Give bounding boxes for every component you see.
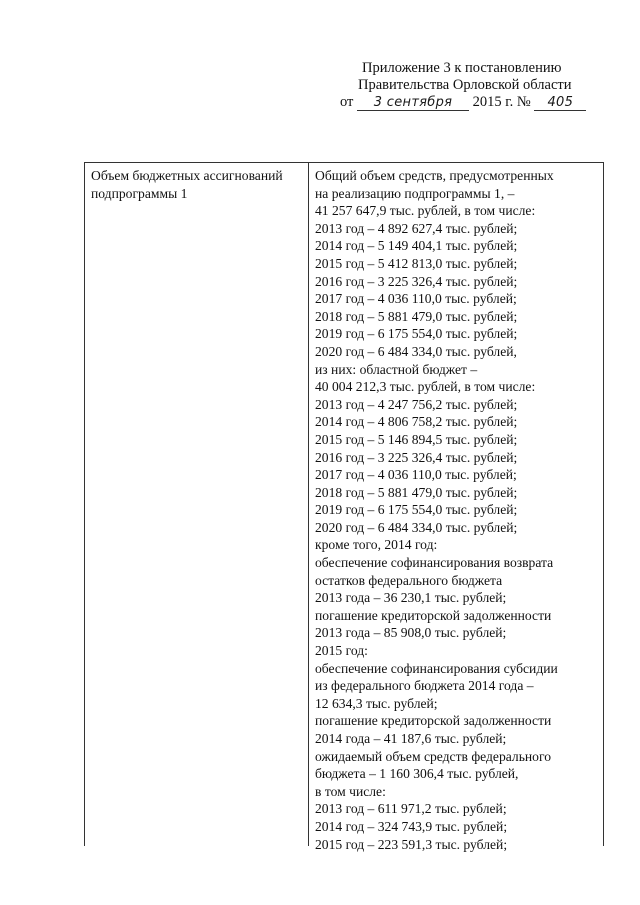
document-header [300, 60, 620, 111]
header-line-date [300, 94, 620, 111]
funding-line: обеспечение софинансирования возврата [315, 555, 554, 571]
funding-line: 2014 год – 5 149 404,1 тыс. рублей; [315, 238, 518, 254]
funding-line: остатков федерального бюджета [315, 572, 503, 588]
funding-line: 2014 год – 4 806 758,2 тыс. рублей; [315, 414, 518, 430]
funding-line: 2015 год – 5 412 813,0 тыс. рублей; [315, 255, 518, 271]
funding-line: 2017 год – 4 036 110,0 тыс. рублей; [315, 467, 517, 483]
funding-line: ожидаемый объем средств федерального [315, 748, 551, 764]
year-text: 2015 г. № [472, 94, 531, 110]
funding-line: 2013 год – 611 971,2 тыс. рублей; [315, 801, 507, 817]
funding-line: 2015 год – 223 591,3 тыс. рублей; [315, 836, 508, 852]
date-prefix: от [340, 94, 354, 110]
funding-line: кроме того, 2014 год: [315, 537, 438, 553]
funding-line: 2016 год – 3 225 326,4 тыс. рублей; [315, 449, 518, 465]
funding-line: Общий объем средств, предусмотренных [315, 168, 554, 183]
funding-line: 2015 год: [315, 643, 368, 659]
funding-line: 2014 года – 41 187,6 тыс. рублей; [315, 731, 507, 746]
funding-line: 2018 год – 5 881 479,0 тыс. рублей; [315, 308, 518, 324]
funding-line: обеспечение софинансирования субсидии [315, 660, 558, 676]
funding-line: 2013 года – 85 908,0 тыс. рублей; [315, 625, 507, 641]
funding-line: 40 004 212,3 тыс. рублей, в том числе: [315, 379, 536, 395]
funding-line: 2014 год – 324 743,9 тыс. рублей; [315, 818, 508, 834]
funding-line: 2015 год – 5 146 894,5 тыс. рублей; [315, 431, 518, 447]
funding-line: 2016 год – 3 225 326,4 тыс. рублей; [315, 273, 518, 289]
handwritten-date: 3 сентября [357, 95, 469, 111]
funding-line: 2020 год – 6 484 334,0 тыс. рублей, [315, 343, 517, 359]
funding-line: 2013 год – 4 892 627,4 тыс. рублей; [315, 220, 518, 236]
table-right-cell [315, 167, 601, 853]
funding-line: 2019 год – 6 175 554,0 тыс. рублей; [315, 326, 518, 342]
funding-line: из них: областной бюджет – [315, 361, 478, 377]
funding-line: 2013 года – 36 230,1 тыс. рублей; [315, 590, 507, 606]
funding-line: на реализацию подпрограммы 1, – [315, 185, 515, 201]
funding-line: в том числе: [315, 783, 386, 799]
column-divider [308, 163, 309, 846]
funding-line: 2019 год – 6 175 554,0 тыс. рублей; [315, 502, 518, 518]
funding-line: 2020 год – 6 484 334,0 тыс. рублей; [315, 519, 518, 535]
handwritten-number: 405 [534, 95, 586, 111]
header-line-appendix: Приложение 3 к постановлению [362, 60, 562, 76]
funding-line: погашение кредиторской задолженности [315, 713, 552, 729]
header-line-government: Правительства Орловской области [358, 77, 572, 93]
funding-line: 2013 год – 4 247 756,2 тыс. рублей; [315, 396, 518, 412]
funding-line: 41 257 647,9 тыс. рублей, в том числе: [315, 203, 536, 219]
funding-line: 2018 год – 5 881 479,0 тыс. рублей; [315, 484, 518, 500]
funding-line: 2017 год – 4 036 110,0 тыс. рублей; [315, 291, 517, 307]
funding-line: бюджета – 1 160 306,4 тыс. рублей, [315, 766, 519, 782]
funding-line: из федерального бюджета 2014 года – [315, 678, 534, 694]
funding-line: 12 634,3 тыс. рублей; [315, 695, 438, 711]
table-left-cell: Объем бюджетных ассигнований подпрограммы 1 [91, 168, 283, 201]
funding-line: погашение кредиторской задолженности [315, 607, 552, 623]
passport-table [84, 162, 604, 852]
